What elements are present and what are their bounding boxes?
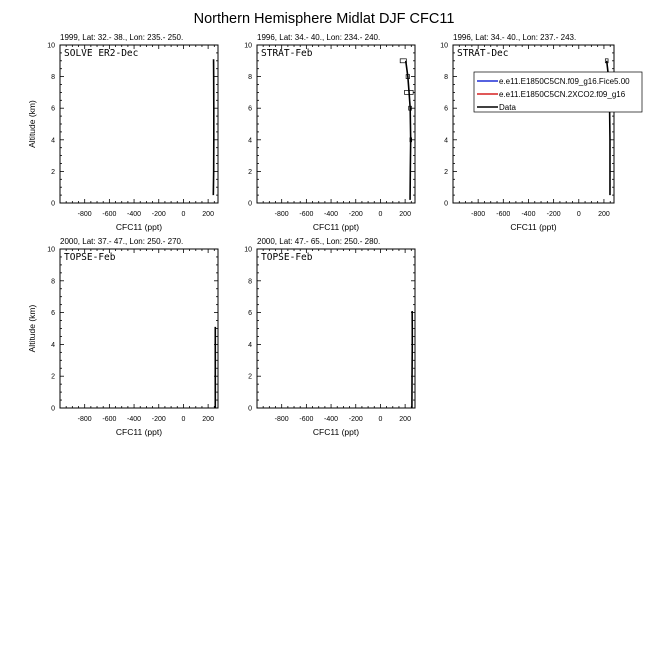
y-tick-label: 2 (248, 168, 252, 176)
x-tick-label: 0 (378, 211, 383, 218)
plot-frame (257, 45, 415, 203)
plot-frame (453, 45, 614, 203)
x-tick-label: -600 (102, 211, 117, 218)
panel-subtitle: 1999, Lat: 32.- 38., Lon: 235.- 250. (60, 33, 184, 42)
x-tick-label: -400 (324, 211, 339, 218)
y-tick-label: 8 (51, 278, 55, 286)
data-series-line (406, 61, 411, 200)
x-axis-label: CFC11 (ppt) (510, 222, 557, 232)
x-axis-label: CFC11 (ppt) (312, 222, 360, 232)
y-tick-label: 0 (444, 200, 448, 208)
chart-panel (244, 237, 415, 437)
y-tick-label: 0 (51, 200, 55, 208)
legend-label: e.e11.E1850C5CN.f09_g16.Fice5.00 (499, 77, 630, 86)
y-tick-label: 8 (444, 74, 448, 82)
chart-panel (27, 33, 218, 232)
y-tick-label: 10 (47, 246, 55, 254)
campaign-label: STRAT-Dec (457, 48, 509, 59)
x-tick-label: 0 (576, 211, 581, 218)
y-tick-label: 8 (51, 74, 55, 82)
x-tick-label: 0 (181, 416, 186, 423)
x-tick-label: -200 (151, 416, 166, 423)
panel-subtitle: 2000, Lat: 47.- 65., Lon: 250.- 280. (257, 237, 381, 246)
campaign-label: TOPSE-Feb (64, 252, 116, 263)
x-tick-label: 0 (181, 211, 186, 218)
chart-panel (440, 33, 642, 232)
y-tick-label: 4 (248, 341, 252, 349)
y-tick-label: 10 (47, 42, 55, 50)
y-tick-label: 6 (248, 105, 252, 113)
y-tick-label: 4 (51, 341, 55, 349)
y-tick-label: 10 (440, 42, 448, 50)
y-tick-label: 6 (248, 310, 252, 318)
x-tick-label: -400 (324, 416, 339, 423)
x-tick-label: 200 (202, 211, 214, 218)
y-tick-label: 4 (444, 137, 448, 145)
y-tick-label: 2 (51, 168, 55, 176)
x-axis-label: CFC11 (ppt) (115, 427, 163, 437)
x-tick-label: -200 (348, 416, 363, 423)
y-tick-label: 6 (51, 105, 55, 113)
y-tick-label: 2 (444, 168, 448, 176)
x-tick-label: -600 (299, 211, 314, 218)
x-tick-label: -400 (521, 211, 536, 218)
chart-panel (244, 33, 415, 232)
panel-subtitle: 2000, Lat: 37.- 47., Lon: 250.- 270. (60, 237, 184, 246)
x-tick-label: -800 (77, 211, 92, 218)
x-tick-label: 200 (598, 211, 610, 218)
y-tick-label: 2 (248, 373, 252, 381)
figure-title: Northern Hemisphere Midlat DJF CFC11 (193, 11, 455, 27)
legend-label: Data (499, 103, 516, 112)
y-axis-label: Altitude (km) (27, 100, 37, 148)
legend (474, 72, 642, 112)
y-tick-label: 10 (244, 42, 252, 50)
campaign-label: TOPSE-Feb (261, 252, 313, 263)
plot-frame (60, 249, 218, 408)
x-tick-label: -800 (274, 211, 289, 218)
x-tick-label: -800 (471, 211, 486, 218)
x-tick-label: -200 (546, 211, 561, 218)
x-tick-label: -600 (496, 211, 511, 218)
plot-frame (257, 249, 415, 408)
y-tick-label: 10 (244, 246, 252, 254)
y-tick-label: 0 (248, 200, 252, 208)
y-tick-label: 6 (51, 310, 55, 318)
chart-panel (27, 237, 218, 437)
x-tick-label: -600 (102, 416, 117, 423)
x-axis-label: CFC11 (ppt) (312, 427, 360, 437)
panels-group (27, 33, 642, 437)
campaign-label: SOLVE ER2-Dec (64, 48, 139, 59)
plot-frame (60, 45, 218, 203)
y-tick-label: 8 (248, 74, 252, 82)
y-tick-label: 4 (51, 137, 55, 145)
x-tick-label: -800 (274, 416, 289, 423)
x-tick-label: -600 (299, 416, 314, 423)
x-tick-label: -200 (151, 211, 166, 218)
x-tick-label: -400 (127, 211, 142, 218)
y-tick-label: 0 (248, 405, 252, 413)
x-tick-label: 200 (399, 211, 411, 218)
x-tick-label: -200 (348, 211, 363, 218)
y-tick-label: 4 (248, 137, 252, 145)
panel-subtitle: 1996, Lat: 34.- 40., Lon: 237.- 243. (453, 33, 577, 42)
x-tick-label: -400 (127, 416, 142, 423)
panel-subtitle: 1996, Lat: 34.- 40., Lon: 234.- 240. (257, 33, 381, 42)
x-tick-label: 200 (399, 416, 411, 423)
x-tick-label: -800 (77, 416, 92, 423)
y-tick-label: 6 (444, 105, 448, 113)
x-axis-label: CFC11 (ppt) (115, 222, 163, 232)
x-tick-label: 0 (378, 416, 383, 423)
legend-label: e.e11.E1850C5CN.2XCO2.f09_g16 (499, 90, 626, 99)
y-tick-label: 0 (51, 405, 55, 413)
y-tick-label: 2 (51, 373, 55, 381)
campaign-label: STRAT-Feb (261, 48, 313, 59)
y-tick-label: 8 (248, 278, 252, 286)
x-tick-label: 200 (202, 416, 214, 423)
y-axis-label: Altitude (km) (27, 304, 37, 353)
